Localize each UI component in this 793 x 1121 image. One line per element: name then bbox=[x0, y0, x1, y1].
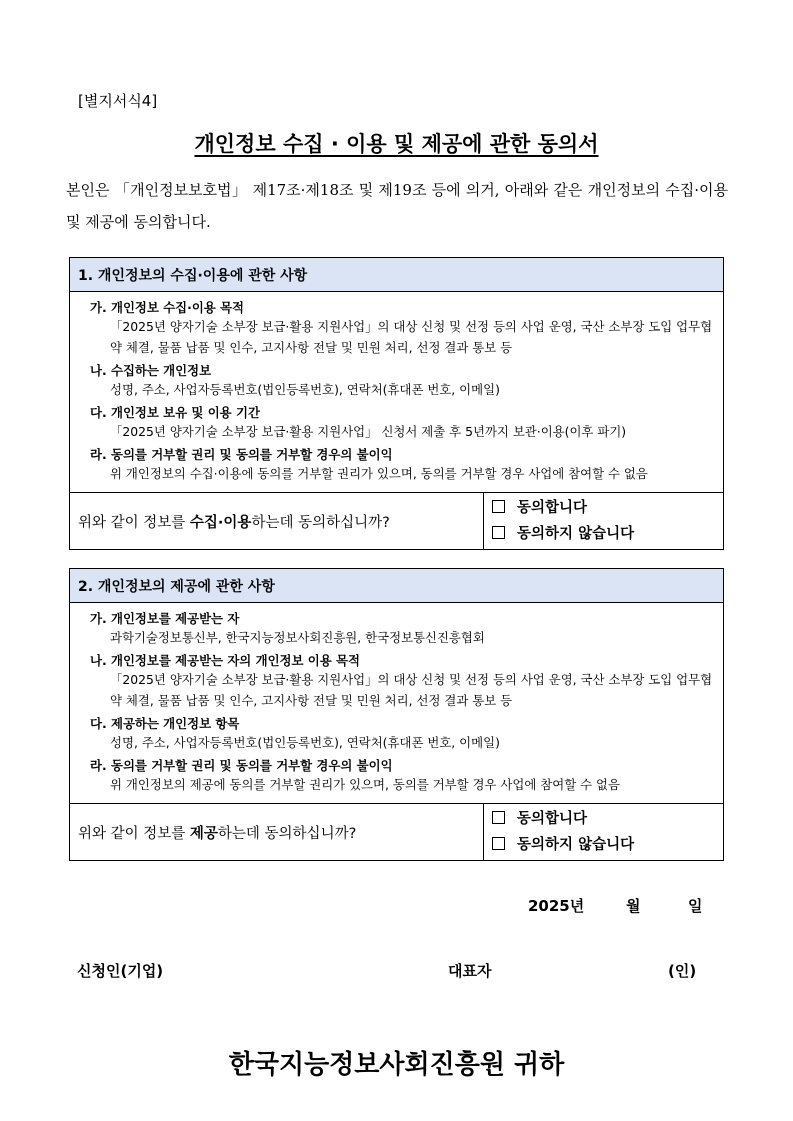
date-year: 2025년 bbox=[528, 897, 585, 915]
item-body: 위 개인정보의 제공에 동의를 거부할 권리가 있으며, 동의를 거부할 경우 사업에 참여할 수 없음 bbox=[110, 777, 620, 792]
item-body: 「2025년 양자기술 소부장 보급·활용 지원사업」 신청서 제출 후 5년까지 보관·이용(이후 파기) bbox=[110, 424, 627, 439]
checkbox[interactable] bbox=[492, 526, 505, 539]
section2-table bbox=[69, 568, 724, 861]
section1-item bbox=[90, 361, 715, 400]
checkbox[interactable] bbox=[492, 837, 505, 850]
item-title: 라. 동의를 거부할 권리 및 동의를 거부할 경우의 불이익 bbox=[90, 447, 393, 462]
agree-label: 동의합니다 bbox=[517, 811, 588, 827]
question-bold: 수집·이용 bbox=[189, 514, 252, 531]
question-bold: 제공 bbox=[189, 825, 218, 842]
section2-item bbox=[90, 756, 715, 795]
footer-recipient: 한국지능정보사회진흥원 귀하 bbox=[228, 1050, 565, 1080]
question-pre: 위와 같이 정보를 bbox=[78, 514, 190, 531]
item-body: 성명, 주소, 사업자등록번호(법인등록번호), 연락처(휴대폰 번호, 이메일) bbox=[110, 735, 500, 750]
item-body: 위 개인정보의 수집·이용에 동의를 거부할 권리가 있으며, 동의를 거부할 경우 사업에 참여할 수 없음 bbox=[110, 466, 648, 481]
item-title: 라. 동의를 거부할 권리 및 동의를 거부할 경우의 불이익 bbox=[90, 758, 393, 773]
item-title: 나. 개인정보를 제공받는 자의 개인정보 이용 목적 bbox=[90, 653, 360, 668]
section2-item bbox=[90, 609, 715, 648]
section1-table bbox=[69, 257, 724, 550]
agree-option[interactable] bbox=[492, 495, 723, 521]
section2-answer bbox=[484, 804, 724, 861]
section1-answer bbox=[484, 493, 724, 550]
section1-item bbox=[90, 445, 715, 484]
item-title: 나. 수집하는 개인정보 bbox=[90, 363, 212, 378]
intro-paragraph: 본인은 「개인정보보호법」 제17조·제18조 및 제19조 등에 의거, 아래와 같은 개인정보의 수집·이용 및 제공에 동의합니다. bbox=[66, 181, 728, 231]
representative-label: 대표자 bbox=[448, 962, 492, 980]
item-body: 「2025년 양자기술 소부장 보급·활용 지원사업」의 대상 신청 및 선정 등의 사업 운영, 국산 소부장 도입 업무협약 체결, 물품 납품 및 인수, 고지사항 전달 및 민원 처리, 선정 결과 통보 등 bbox=[110, 319, 713, 355]
section2-question bbox=[70, 804, 484, 861]
item-body: 성명, 주소, 사업자등록번호(법인등록번호), 연락처(휴대폰 번호, 이메일) bbox=[110, 382, 500, 397]
question-pre: 위와 같이 정보를 bbox=[78, 825, 190, 842]
item-title: 다. 제공하는 개인정보 항목 bbox=[90, 716, 240, 731]
form-number: [별지서식4] bbox=[78, 92, 158, 110]
section2-item bbox=[90, 714, 715, 753]
checkbox[interactable] bbox=[492, 500, 505, 513]
question-post: 하는데 동의하십니까? bbox=[251, 514, 390, 531]
item-title: 가. 개인정보 수집·이용 목적 bbox=[90, 300, 245, 315]
section2-content bbox=[70, 603, 724, 804]
agree-option[interactable] bbox=[492, 806, 723, 832]
section1-heading: 1. 개인정보의 수집·이용에 관한 사항 bbox=[70, 258, 724, 292]
disagree-option[interactable] bbox=[492, 521, 723, 547]
section1-content bbox=[70, 292, 724, 493]
item-body: 과학기술정보통신부, 한국지능정보사회진흥원, 한국정보통신진흥협회 bbox=[110, 630, 485, 645]
checkbox[interactable] bbox=[492, 811, 505, 824]
section1-item bbox=[90, 298, 715, 358]
seal-label: (인) bbox=[668, 962, 697, 980]
section1-question bbox=[70, 493, 484, 550]
item-title: 가. 개인정보를 제공받는 자 bbox=[90, 611, 240, 626]
date-month: 월 bbox=[626, 897, 641, 915]
title-text: 개인정보 수집 · 이용 및 제공에 관한 동의서 bbox=[194, 132, 599, 156]
agree-label: 동의합니다 bbox=[517, 500, 588, 516]
page-title bbox=[0, 128, 793, 158]
disagree-option[interactable] bbox=[492, 832, 723, 858]
section2-heading: 2. 개인정보의 제공에 관한 사항 bbox=[70, 569, 724, 603]
applicant-label: 신청인(기업) bbox=[77, 962, 164, 980]
item-body: 「2025년 양자기술 소부장 보급·활용 지원사업」의 대상 신청 및 선정 등의 사업 운영, 국산 소부장 도입 업무협약 체결, 물품 납품 및 인수, 고지사항 전달 및 민원 처리, 선정 결과 통보 등 bbox=[110, 672, 713, 708]
item-title: 다. 개인정보 보유 및 이용 기간 bbox=[90, 405, 260, 420]
question-post: 하는데 동의하십니까? bbox=[217, 825, 357, 842]
date-day: 일 bbox=[688, 897, 703, 915]
section1-item bbox=[90, 403, 715, 442]
disagree-label: 동의하지 않습니다 bbox=[517, 837, 635, 853]
disagree-label: 동의하지 않습니다 bbox=[517, 526, 635, 542]
section2-item bbox=[90, 651, 715, 711]
